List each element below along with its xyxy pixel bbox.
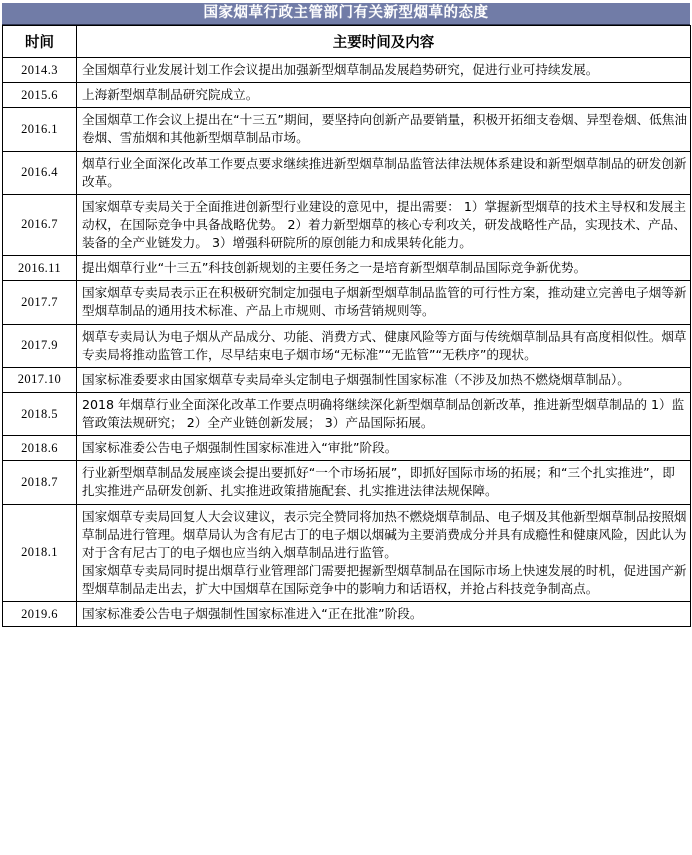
- cell-paragraph: 全国烟草工作会议上提出在“十三五”期间，要坚持向创新产品要销量，积极开拓细支卷烟、异型卷烟、低焦油卷烟、雪茄烟和其他新型烟草制品市场。: [82, 112, 687, 146]
- table-row: [3, 504, 691, 602]
- cell-time: 2016.4: [3, 151, 77, 194]
- cell-content: [77, 324, 691, 367]
- cell-time: 2016.1: [3, 108, 77, 151]
- cell-time: 2016.7: [3, 194, 77, 255]
- table-row: [3, 461, 691, 504]
- cell-content: [77, 256, 691, 281]
- table-row: [3, 281, 691, 324]
- cell-time: 2017.9: [3, 324, 77, 367]
- table-row: [3, 436, 691, 461]
- cell-time: 2017.10: [3, 367, 77, 392]
- cell-content: [77, 281, 691, 324]
- table-row: [3, 83, 691, 108]
- column-header-time: 时间: [3, 26, 77, 58]
- cell-paragraph: 烟草行业全面深化改革工作要点要求继续推进新型烟草制品监管法律法规体系建设和新型烟草制品的研发创新改革。: [82, 155, 687, 189]
- table-row: [3, 151, 691, 194]
- cell-time: 2019.6: [3, 602, 77, 627]
- cell-content: [77, 436, 691, 461]
- cell-paragraph: 国家烟草专卖局回复人大会议建议，表示完全赞同将加热不燃烧烟草制品、电子烟及其他新型烟草制品按照烟草制品进行管理。烟草局认为含有尼古丁的电子烟以烟碱为主要消费成分并具有成瘾性和健康风险，因此认为对于含有尼古丁的电子烟也应当纳入烟草制品进行监管。: [82, 508, 687, 560]
- cell-paragraph: 烟草专卖局认为电子烟从产品成分、功能、消费方式、健康风险等方面与传统烟草制品具有高度相似性。烟草专卖局将推动监管工作，尽早结束电子烟市场“无标准”“无监管”“无秩序”的现状。: [82, 328, 687, 362]
- cell-content: [77, 367, 691, 392]
- cell-content: [77, 602, 691, 627]
- table-body: [3, 58, 691, 627]
- cell-paragraph: 国家标准委要求由国家烟草专卖局牵头定制电子烟强制性国家标准（不涉及加热不燃烧烟草制品）。: [82, 371, 630, 387]
- page-title: 国家烟草行政主管部门有关新型烟草的态度: [203, 5, 489, 22]
- cell-time: 2018.7: [3, 461, 77, 504]
- table-header-row: [3, 26, 691, 58]
- cell-content: [77, 108, 691, 151]
- cell-paragraph: 上海新型烟草制品研究院成立。: [82, 87, 259, 103]
- table-row: [3, 256, 691, 281]
- cell-paragraph: 全国烟草行业发展计划工作会议提出加强新型烟草制品发展趋势研究，促进行业可持续发展。: [82, 62, 599, 77]
- cell-time: 2014.3: [3, 58, 77, 83]
- column-header-content: 主要时间及内容: [77, 26, 691, 58]
- table-header: [3, 26, 691, 58]
- table-row: [3, 324, 691, 367]
- cell-paragraph: 2018 年烟草行业全面深化改革工作要点明确将继续深化新型烟草制品创新改革，推进新型烟草制品的 1）监管政策法规研究； 2）全产业链创新发展； 3）产品国际拓展。: [82, 396, 685, 430]
- cell-content: [77, 504, 691, 602]
- cell-paragraph: 国家烟草专卖局同时提出烟草行业管理部门需要把握新型烟草制品在国际市场上快速发展的时机，促进国产新型烟草制品走出去，扩大中国烟草在国际竞争中的影响力和话语权，并抢占科技竞争制高点。: [82, 562, 687, 596]
- cell-content: [77, 461, 691, 504]
- cell-content: [77, 58, 691, 83]
- cell-time: 2018.6: [3, 436, 77, 461]
- table-row: [3, 367, 691, 392]
- cell-time: 2018.1: [3, 504, 77, 602]
- cell-paragraph: 提出烟草行业“十三五”科技创新规划的主要任务之一是培育新型烟草制品国际竞争新优势。: [82, 260, 587, 276]
- cell-content: [77, 83, 691, 108]
- table-row: [3, 108, 691, 151]
- cell-content: [77, 392, 691, 435]
- cell-time: 2017.7: [3, 281, 77, 324]
- cell-paragraph: 行业新型烟草制品发展座谈会提出要抓好“一个市场拓展”，即抓好国际市场的拓展；和“三个扎实推进”，即扎实推进产品研发创新、扎实推进政策措施配套、扎实推进法律法规保障。: [82, 465, 675, 499]
- cell-time: 2016.11: [3, 256, 77, 281]
- cell-paragraph: 国家标准委公告电子烟强制性国家标准进入“正在批准”阶段。: [82, 606, 423, 622]
- table-row: [3, 58, 691, 83]
- cell-paragraph: 国家标准委公告电子烟强制性国家标准进入“审批”阶段。: [82, 440, 398, 456]
- cell-paragraph: 国家烟草专卖局关于全面推进创新型行业建设的意见中，提出需要： 1）掌握新型烟草的技术主导权和发展主动权，在国际竞争中具备战略优势。 2）着力新型烟草的核心专利攻关，研发战略性产品，实现技术、产品、装备的全产业链发力。 3）增强科研院所的原创能力和成果转化能力。: [82, 198, 686, 250]
- attitude-table: [2, 25, 691, 627]
- cell-time: 2015.6: [3, 83, 77, 108]
- cell-paragraph: 国家烟草专卖局表示正在积极研究制定加强电子烟新型烟草制品监管的可行性方案，推动建立完善电子烟等新型烟草制品的通用技术标准、产品上市规则、市场营销规则等。: [82, 285, 687, 319]
- cell-time: 2018.5: [3, 392, 77, 435]
- table-row: [3, 392, 691, 435]
- table-row: [3, 194, 691, 255]
- cell-content: [77, 151, 691, 194]
- cell-content: [77, 194, 691, 255]
- table-title-bar: [2, 3, 690, 25]
- table-row: [3, 602, 691, 627]
